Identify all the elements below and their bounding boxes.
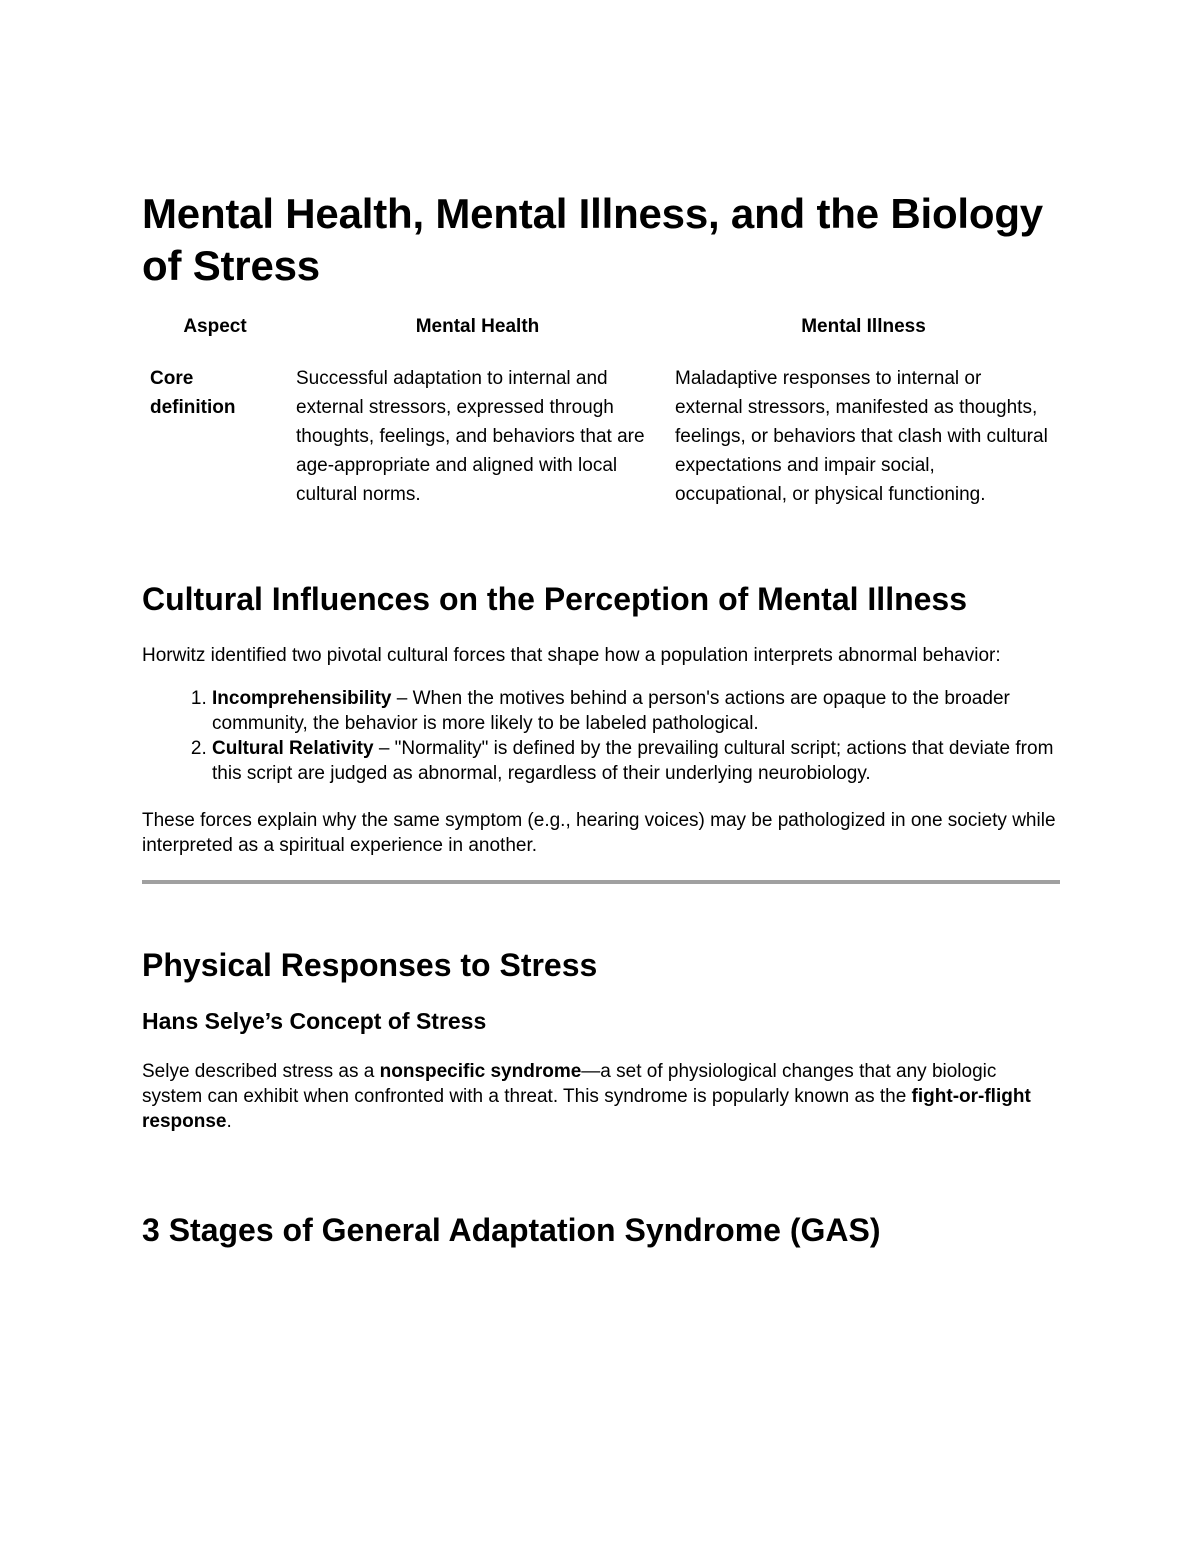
- horizontal-divider: [142, 880, 1060, 884]
- selye-text: —a set of physiological changes that any biologic system can exhibit when confronted with a threat. This syndrome is popularly known as the: [142, 1061, 997, 1107]
- cultural-conclusion: These forces explain why the same symptom (e.g., hearing voices) may be pathologized in one society while interpreted as a spiritual experience in another.: [142, 810, 1056, 856]
- gas-heading: 3 Stages of General Adaptation Syndrome (GAS): [142, 1212, 881, 1248]
- cell-mental-illness-definition: Maladaptive responses to internal or external stressors, manifested as thoughts, feelings, or behaviors that clash with cultural expectations and impair social, occupational, or physical functioning.: [675, 368, 1048, 505]
- row-aspect-core-definition: Core definition: [150, 368, 236, 418]
- selye-paragraph: [142, 1059, 1060, 1134]
- list-item: [212, 686, 1060, 736]
- cultural-forces-list: [142, 686, 1060, 786]
- force-text: – When the motives behind a person's actions are opaque to the broader community, the behavior is more likely to be labeled pathological.: [212, 688, 1010, 734]
- fight-or-flight-term: fight-or-flight response: [142, 1086, 1031, 1132]
- nonspecific-syndrome-term: nonspecific syndrome: [379, 1061, 582, 1082]
- cultural-intro: Horwitz identified two pivotal cultural forces that shape how a population interprets abnormal behavior:: [142, 645, 1001, 666]
- document-title: Mental Health, Mental Illness, and the Biology of Stress: [142, 190, 1043, 289]
- selye-text: .: [226, 1111, 232, 1132]
- selye-subheading: Hans Selye’s Concept of Stress: [142, 1008, 487, 1034]
- table-header-row: [142, 312, 1060, 356]
- list-item: [212, 736, 1060, 786]
- header-aspect: Aspect: [183, 316, 247, 337]
- header-mental-health: Mental Health: [415, 316, 540, 337]
- document-page: [142, 188, 1060, 1250]
- comparison-table: [142, 312, 1060, 509]
- selye-text: Selye described stress as a: [142, 1061, 380, 1082]
- cell-mental-health-definition: Successful adaptation to internal and external stressors, expressed through thoughts, feelings, and behaviors that are age-appropriate and aligned with local cultural norms.: [296, 368, 645, 505]
- cultural-heading: Cultural Influences on the Perception of Mental Illness: [142, 581, 968, 617]
- physical-heading: Physical Responses to Stress: [142, 947, 598, 983]
- force-term: Incomprehensibility: [212, 688, 392, 709]
- table-row: [142, 356, 1060, 509]
- force-text: – "Normality" is defined by the prevailing cultural script; actions that deviate from this script are judged as abnormal, regardless of their underlying neurobiology.: [212, 738, 1054, 784]
- force-term: Cultural Relativity: [212, 738, 374, 759]
- header-mental-illness: Mental Illness: [801, 316, 926, 337]
